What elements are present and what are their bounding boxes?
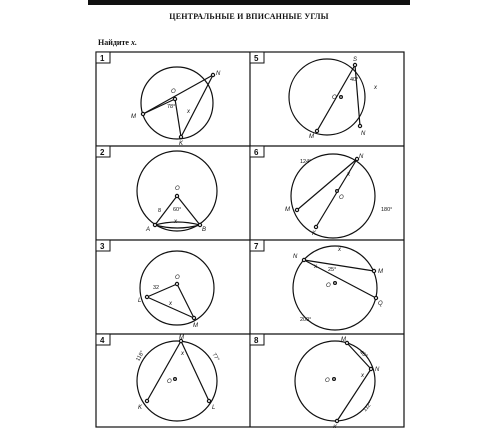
- page-title: ЦЕНТРАЛЬНЫЕ И ВПИСАННЫЕ УГЛЫ: [169, 12, 329, 21]
- arc-7-bottom: 200°: [300, 317, 312, 323]
- label-1-m: M: [131, 114, 136, 120]
- number-boxes: [96, 52, 264, 345]
- arc-8-top: 46°: [358, 349, 369, 360]
- label-8-n: N: [375, 367, 380, 373]
- label-8-o: O: [325, 378, 330, 384]
- problem-number-2: 2: [100, 148, 105, 157]
- label-3-m: M: [193, 323, 198, 329]
- label-4-o: O: [167, 379, 172, 385]
- angle-5: 40°: [350, 77, 359, 83]
- label-5-o: O: [332, 95, 337, 101]
- label-3-o: O: [175, 275, 180, 281]
- arc-4-right: 77°: [210, 352, 220, 363]
- unknown-5: x: [374, 85, 377, 91]
- angle-1: 78°: [167, 104, 176, 110]
- unknown-4: x: [181, 351, 184, 357]
- label-4-l: L: [212, 405, 216, 411]
- problem-number-1: 1: [100, 54, 105, 63]
- unknown-7-top: x: [338, 247, 341, 253]
- label-7-n: N: [293, 254, 298, 260]
- label-4-k: K: [138, 405, 143, 411]
- problem-number-8: 8: [254, 336, 259, 345]
- label-7-m: M: [378, 269, 383, 275]
- label-1-k: K: [179, 141, 184, 147]
- label-7-q: Q: [378, 301, 383, 307]
- label-5-m: M: [309, 134, 314, 140]
- arc-6-top: 124°: [300, 159, 312, 165]
- label-2-b: B: [202, 227, 207, 233]
- diagram-6: [291, 154, 375, 238]
- unknown-1: x: [187, 109, 190, 115]
- label-8-m: M: [341, 337, 346, 343]
- label-2-o: O: [175, 186, 180, 192]
- header-bar: [88, 0, 410, 5]
- arc-4-left: 118°: [135, 349, 146, 363]
- label-1-o: O: [171, 89, 176, 95]
- problem-number-3: 3: [100, 242, 105, 251]
- instruction-variable: x.: [130, 38, 137, 47]
- instruction: [98, 38, 137, 47]
- label-5-s: S: [353, 57, 358, 63]
- label-6-m: M: [285, 207, 290, 213]
- side-3: 32: [153, 285, 160, 291]
- label-6-o: O: [339, 195, 344, 201]
- instruction-text: Найдите: [98, 38, 129, 47]
- arc-8-right: 112°: [362, 400, 374, 414]
- diagram-3: [140, 251, 214, 325]
- angle-7: 25°: [328, 267, 337, 273]
- label-7-o: O: [326, 283, 331, 289]
- label-2-a: A: [146, 227, 151, 233]
- unknown-2: x: [174, 219, 177, 225]
- label-1-n: N: [216, 71, 221, 77]
- unknown-8: x: [361, 373, 364, 379]
- diagram-5: [289, 59, 365, 135]
- problem-grid: [95, 51, 405, 428]
- label-3-l: L: [138, 298, 142, 304]
- label-6-n: N: [359, 154, 364, 160]
- unknown-7-inner: x: [314, 264, 317, 270]
- label-6-k: K: [312, 231, 317, 237]
- problem-number-4: 4: [100, 336, 105, 345]
- problem-grid-svg: [95, 51, 405, 428]
- problem-number-6: 6: [254, 148, 259, 157]
- diagram-4: [137, 339, 217, 421]
- diagram-1: [141, 67, 215, 139]
- unknown-6: x: [347, 172, 350, 178]
- label-5-n: N: [361, 131, 366, 137]
- unknown-3: x: [169, 301, 172, 307]
- problem-number-5: 5: [254, 54, 259, 63]
- label-8-k: K: [333, 425, 338, 428]
- problem-number-7: 7: [254, 242, 259, 251]
- side-2: 8: [158, 208, 162, 214]
- angle-2: 60°: [173, 207, 182, 213]
- arc-6-right: 180°: [381, 207, 393, 213]
- label-4-m: M: [179, 335, 184, 341]
